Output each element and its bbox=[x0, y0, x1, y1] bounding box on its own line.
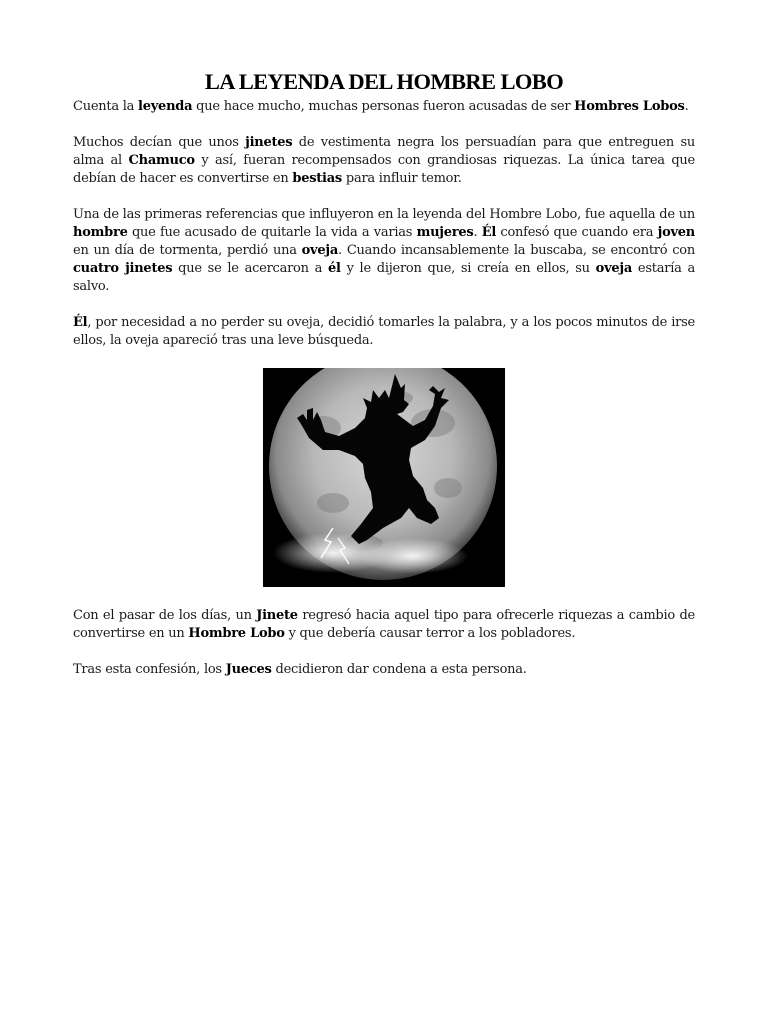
bold-text-run: Él bbox=[481, 225, 497, 240]
text-run: . bbox=[684, 99, 689, 114]
bold-text-run: Chamuco bbox=[128, 153, 195, 168]
text-run: decidieron dar condena a esta persona. bbox=[271, 662, 527, 677]
text-run: en un día de tormenta, perdió una bbox=[73, 243, 302, 258]
text-run: Muchos decían que unos bbox=[73, 135, 246, 150]
paragraph-2 bbox=[73, 134, 695, 188]
bold-text-run: oveja bbox=[595, 261, 633, 276]
bold-text-run: Jueces bbox=[225, 662, 272, 677]
text-run: que hace mucho, muchas personas fueron acusadas de ser bbox=[192, 99, 575, 114]
text-run: para influir temor. bbox=[342, 171, 462, 186]
bold-text-run: oveja bbox=[301, 243, 338, 258]
text-run: Tras esta confesión, los bbox=[73, 662, 226, 677]
paragraph-5 bbox=[73, 607, 695, 643]
bold-text-run: leyenda bbox=[138, 99, 193, 114]
text-run: Una de las primeras referencias que influyeron en la leyenda del Hombre Lobo, fue aquella de un bbox=[73, 207, 695, 222]
document-page bbox=[73, 68, 695, 697]
bold-text-run: jinetes bbox=[245, 135, 293, 150]
bold-text-run: joven bbox=[657, 225, 696, 240]
text-run: y así, fueran recompensados con grandiosas riquezas. La única tarea que debían de hacer es convertirse en bbox=[73, 153, 695, 186]
bold-text-run: Hombres Lobos bbox=[574, 99, 685, 114]
paragraph-1 bbox=[73, 98, 695, 116]
text-run: y le dijeron que, si creía en ellos, su bbox=[340, 261, 596, 276]
text-run: de vestimenta negra los persuadían para que entreguen su alma al bbox=[73, 135, 695, 168]
text-run: y que debería causar terror a los pobladores. bbox=[284, 626, 576, 641]
bold-text-run: Jinete bbox=[256, 608, 298, 623]
text-run: estaría a salvo. bbox=[73, 261, 695, 294]
document-title: LA LEYENDA DEL HOMBRE LOBO bbox=[204, 69, 564, 94]
text-run: Con el pasar de los días, un bbox=[73, 608, 257, 623]
paragraph-6 bbox=[73, 661, 695, 679]
text-run: confesó que cuando era bbox=[496, 225, 658, 240]
text-run: . bbox=[473, 225, 482, 240]
bold-text-run: hombre bbox=[73, 225, 128, 240]
paragraph-3 bbox=[73, 206, 695, 296]
bold-text-run: cuatro jinetes bbox=[73, 261, 173, 276]
bold-text-run: bestias bbox=[292, 171, 342, 186]
text-run: , por necesidad a no perder su oveja, decidió tomarles la palabra, y a los pocos minutos de irse ellos, la oveja apareció tras una leve búsqueda. bbox=[73, 315, 695, 348]
illustration-container bbox=[73, 368, 695, 587]
bold-text-run: mujeres bbox=[416, 225, 474, 240]
bold-text-run: Él bbox=[73, 315, 88, 330]
text-run: que se le acercaron a bbox=[172, 261, 328, 276]
paragraph-4 bbox=[73, 314, 695, 350]
werewolf-moon-illustration bbox=[263, 368, 505, 587]
bold-text-run: Hombre Lobo bbox=[188, 626, 285, 641]
text-run: que fue acusado de quitarle la vida a varias bbox=[127, 225, 417, 240]
bold-text-run: él bbox=[328, 261, 341, 276]
text-run: Cuenta la bbox=[73, 99, 139, 114]
text-run: regresó hacia aquel tipo para ofrecerle riquezas a cambio de convertirse en un bbox=[73, 608, 695, 641]
text-run: . Cuando incansablemente la buscaba, se encontró con bbox=[338, 243, 695, 258]
